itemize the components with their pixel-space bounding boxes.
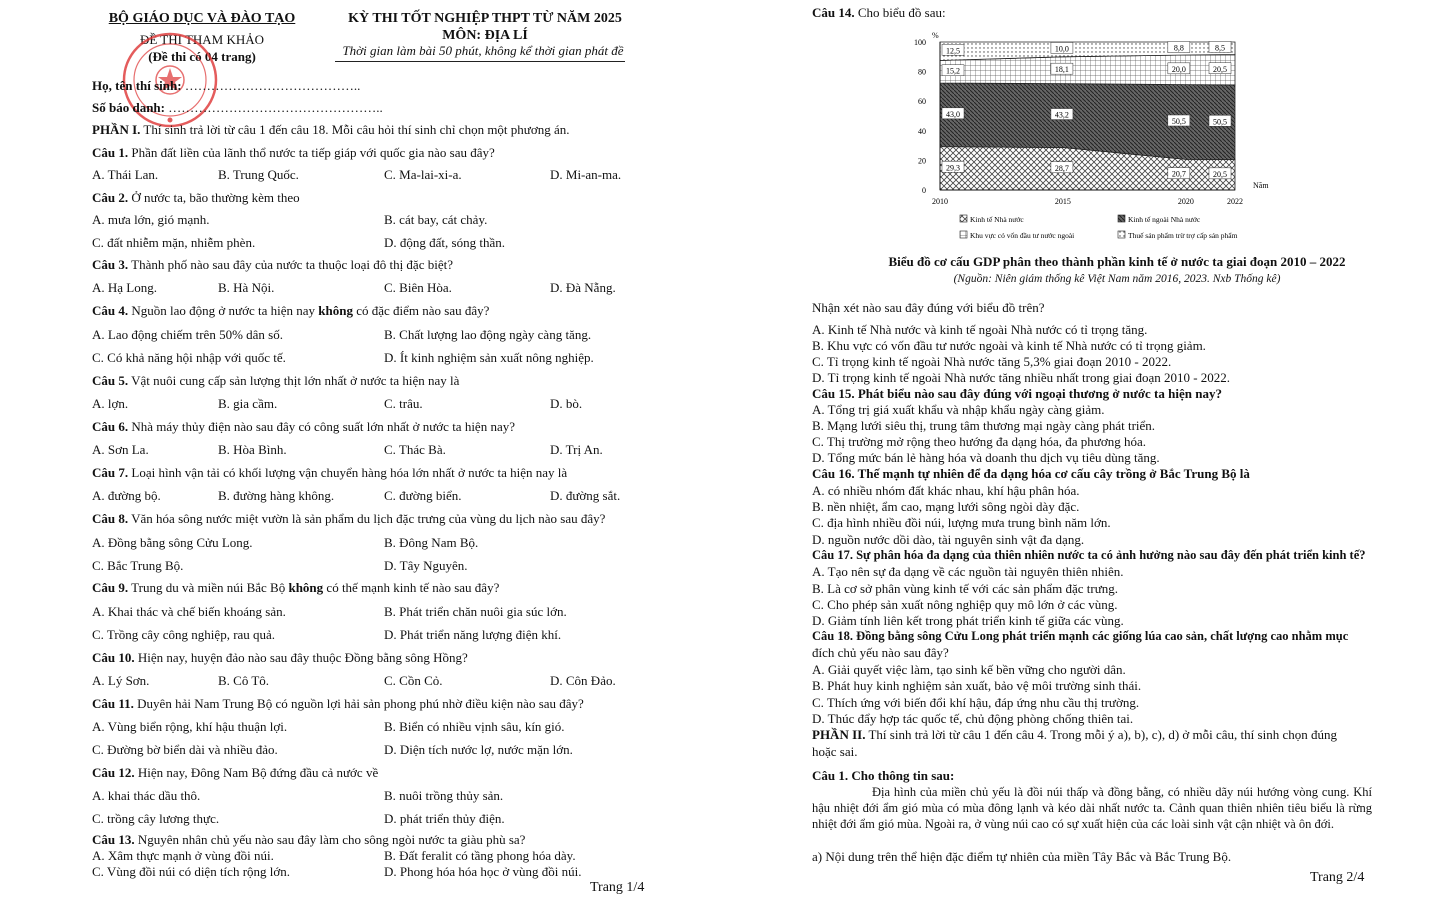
option-8b: B. Đông Nam Bộ. [384, 535, 479, 550]
option-16c: C. địa hình nhiều đồi núi, lượng mưa trung bình năm lớn. [812, 515, 1111, 530]
option-7c: C. đường biển. [384, 488, 462, 503]
option-11d: D. Diện tích nước lợ, nước mặn lớn. [384, 742, 573, 757]
y-tick-label: 40 [918, 126, 926, 136]
option-3c: C. Biên Hòa. [384, 280, 452, 295]
option-14d: D. Tỉ trọng kinh tế ngoài Nhà nước tăng nhiều nhất trong giai đoạn 2010 - 2022. [812, 370, 1231, 385]
option-3d: D. Đà Nẵng. [550, 280, 616, 295]
data-label: 12,5 [946, 46, 960, 56]
question-number: Câu 12. [92, 765, 135, 780]
option-9d: D. Phát triển năng lượng điện khí. [384, 627, 562, 642]
option-10a: A. Lý Sơn. [92, 673, 150, 688]
exam-time: Thời gian làm bài 50 phút, không kể thời gian phát đề [342, 43, 624, 58]
option-16b: B. nền nhiệt, ẩm cao, mạng lưới sông ngòi dày đặc. [812, 499, 1080, 514]
x-tick-label: 2020 [1177, 197, 1194, 206]
subject-title: MÔN: ĐỊA LÍ [442, 28, 528, 43]
y-tick-label: 0 [922, 186, 926, 195]
chart-caption: Biểu đồ cơ cấu GDP phân theo thành phần kinh tế ở nước ta giai đoạn 2010 – 2022 [888, 254, 1346, 269]
question-12 [92, 765, 378, 781]
chart-legend [960, 215, 1238, 240]
option-9b: B. Phát triển chăn nuôi gia súc lớn. [384, 604, 567, 619]
question-number: Câu 9. [92, 580, 129, 595]
question-17: Câu 17. Sự phân hóa đa dạng của thiên nhiên nước ta có ảnh hưởng nào sau đây đến phát triển kinh tế? [812, 548, 1366, 562]
option-1a: A. Thái Lan. [92, 167, 159, 182]
data-label: 50,5 [1171, 116, 1186, 126]
option-5b: B. gia cầm. [218, 396, 278, 411]
data-label: 8,8 [1173, 43, 1184, 53]
candidate-id-line [92, 100, 383, 116]
question-13 [92, 832, 525, 848]
option-2b: B. cát bay, cát chảy. [384, 212, 488, 227]
option-6b: B. Hòa Bình. [218, 442, 287, 457]
option-12c: C. trồng cây lương thực. [92, 811, 220, 826]
question-10 [92, 650, 468, 666]
question-6 [92, 419, 515, 435]
option-17b: B. Là cơ sở phân vùng kinh tế với các sản phẩm đặc trưng. [812, 581, 1119, 596]
data-label: 50,5 [1213, 117, 1227, 127]
question-18-cont: đích chủ yếu nào sau đây? [812, 645, 949, 660]
option-2c: C. đất nhiễm mặn, nhiễm phèn. [92, 235, 256, 250]
legend-label: Khu vực có vốn đầu tư nước ngoài [970, 231, 1075, 240]
id-dots: ………………………………………….. [168, 100, 383, 115]
exam-header [330, 10, 640, 44]
question-number: Câu 8. [92, 511, 129, 526]
option-6c: C. Thác Bà. [384, 442, 446, 457]
question-2 [92, 190, 300, 206]
question-text: Ở nước ta, bão thường kèm theo [131, 190, 300, 205]
exam-page-2 [720, 0, 1440, 900]
data-label: 20,0 [1171, 64, 1186, 74]
option-7b: B. đường hàng không. [218, 488, 335, 503]
legend-swatch [960, 231, 967, 238]
pages-note: (Đề thi có 04 trang) [148, 49, 256, 64]
part2-q1-info: Địa hình của miền chủ yếu là đồi núi thấp và đồng bằng, có nhiều dãy núi hướng vòng cung. Khí hậu nhiệt đới ẩm gió mùa có mùa đông lạnh và kéo dài nhất nước ta. Cảnh quan thiên nhiên tiêu biểu là rừng nhiệt đới ẩm gió mùa. Ngoài ra, ở vùng núi cao có sự xuất hiện của các loài sinh vật cận nhiệt và ôn đới. [812, 785, 1372, 831]
page-number: Trang 2/4 [1310, 870, 1365, 885]
data-label: 43,2 [1054, 110, 1069, 120]
data-label: 10,0 [1054, 44, 1069, 54]
option-3a: A. Hạ Long. [92, 280, 157, 295]
question-text: Phần đất liền của lãnh thổ nước ta tiếp giáp với quốc gia nào sau đây? [131, 145, 495, 160]
question-3 [92, 257, 453, 273]
question-text: Duyên hải Nam Trung Bộ có nguồn lợi hải sản phong phú nhờ điều kiện nào sau đây? [137, 696, 584, 711]
x-axis-label: Năm [1253, 181, 1269, 190]
option-2a: A. mưa lớn, gió mạnh. [92, 212, 210, 227]
part1-label: PHẦN I. [92, 122, 141, 137]
gdp-structure-chart [890, 30, 1320, 245]
option-18b: B. Phát huy kinh nghiệm sản xuất, bảo vệ môi trường sinh thái. [812, 678, 1142, 693]
option-6d: D. Trị An. [550, 442, 603, 457]
q14-prompt: Nhận xét nào sau đây đúng với biểu đồ trên? [812, 300, 1045, 315]
option-18d: D. Thúc đẩy hợp tác quốc tế, chủ động phòng chống thiên tai. [812, 711, 1134, 726]
option-17a: A. Tạo nên sự đa dạng về các nguồn tài nguyên thiên nhiên. [812, 564, 1124, 579]
question-5 [92, 373, 459, 389]
option-16a: A. có nhiều nhóm đất khác nhau, khí hậu phân hóa. [812, 483, 1080, 498]
option-5c: C. trâu. [384, 396, 423, 411]
question-number: Câu 4. [92, 303, 129, 318]
question-number: Câu 1. [92, 145, 129, 160]
option-12a: A. khai thác dầu thô. [92, 788, 201, 803]
option-12b: B. nuôi trồng thủy sản. [384, 788, 504, 803]
option-1b: B. Trung Quốc. [218, 167, 299, 182]
question-number: Câu 13. [92, 832, 135, 847]
id-label: Số báo danh: [92, 100, 165, 115]
option-6a: A. Sơn La. [92, 442, 149, 457]
question-text: Thành phố nào sau đây của nước ta thuộc loại đô thị đặc biệt? [131, 257, 453, 272]
question-number: Câu 2. [92, 190, 129, 205]
question-text: có đặc điểm nào sau đây? [356, 303, 490, 318]
option-7a: A. đường bộ. [92, 488, 161, 503]
part2-instruction [812, 727, 1337, 743]
option-11c: C. Đường bờ biển dài và nhiều đảo. [92, 742, 278, 757]
legend-swatch [960, 215, 967, 222]
page-number: Trang 1/4 [590, 880, 645, 895]
data-label: 18,1 [1054, 65, 1069, 75]
question-number: Câu 6. [92, 419, 129, 434]
data-label: 43,0 [946, 109, 960, 119]
question-text: Nguyên nhân chủ yếu nào sau đây làm cho sông ngòi nước ta giàu phù sa? [137, 832, 526, 847]
question-number: Câu 14. [812, 5, 855, 20]
option-13d: D. Phong hóa hóa học ở vùng đồi núi. [384, 864, 582, 879]
option-1c: C. Ma-lai-xi-a. [384, 167, 462, 182]
option-14c: C. Tỉ trọng kinh tế ngoài Nhà nước tăng 5,3% giai đoạn 2010 - 2022. [812, 354, 1172, 369]
option-8c: C. Bắc Trung Bộ. [92, 558, 184, 573]
option-16d: D. nguồn nước dồi dào, tài nguyên sinh vật đa dạng. [812, 532, 1085, 547]
option-18a: A. Giải quyết việc làm, tạo sinh kế bền vững cho người dân. [812, 662, 1126, 677]
option-15c: C. Thị trường mở rộng theo hướng đa dạng hóa, đa phương hóa. [812, 434, 1146, 449]
option-4d: D. Ít kinh nghiệm sản xuất nông nghiệp. [384, 350, 594, 365]
question-text: Văn hóa sông nước miệt vườn là sản phẩm du lịch đặc trưng của vùng du lịch nào sau đây? [131, 511, 606, 526]
question-text: Hiện nay, huyện đảo nào sau đây thuộc Đồng bằng sông Hồng? [137, 650, 468, 665]
legend-label: Kinh tế Nhà nước [970, 215, 1024, 224]
y-tick-label: 60 [918, 97, 926, 107]
part1-text: Thí sinh trả lời từ câu 1 đến câu 18. Mỗi câu hỏi thí sinh chỉ chọn một phương án. [143, 122, 570, 137]
divider [335, 61, 625, 62]
data-label: 20,7 [1171, 169, 1186, 179]
legend-swatch [1118, 215, 1125, 222]
option-4a: A. Lao động chiếm trên 50% dân số. [92, 327, 283, 342]
ministry-name: BỘ GIÁO DỤC VÀ ĐÀO TẠO [108, 11, 296, 26]
part2-text: Thí sinh trả lời từ câu 1 đến câu 4. Trong mỗi ý a), b), c), d) ở mỗi câu, thí sinh chọn đúng [868, 727, 1337, 742]
option-10c: C. Cồn Cỏ. [384, 673, 443, 688]
question-number: Câu 10. [92, 650, 135, 665]
y-axis-label: % [932, 31, 939, 40]
data-label: 29,3 [946, 163, 960, 173]
data-label: 20,5 [1213, 64, 1227, 74]
question-text: Nguồn lao động ở nước ta hiện nay [131, 303, 315, 318]
question-text: Vật nuôi cung cấp sản lượng thịt lớn nhất ở nước ta hiện nay là [131, 373, 460, 388]
question-9 [92, 580, 499, 596]
exam-title: KỲ THI TỐT NGHIỆP THPT TỪ NĂM 2025 [348, 11, 622, 26]
option-18c: C. Thích ứng với biến đổi khí hậu, đáp ứng nhu cầu thị trường. [812, 695, 1140, 710]
question-text: Loại hình vận tải có khối lượng vận chuyển hàng hóa lớn nhất ở nước ta hiện nay là [131, 465, 568, 480]
option-15a: A. Tổng trị giá xuất khẩu và nhập khẩu ngày càng giảm. [812, 402, 1105, 417]
option-9a: A. Khai thác và chế biến khoáng sản. [92, 604, 286, 619]
option-15b: B. Mạng lưới siêu thị, trung tâm thương mại ngày càng phát triển. [812, 418, 1156, 433]
question-11 [92, 696, 584, 712]
part2-instruction-cont: hoặc sai. [812, 744, 858, 759]
question-1 [92, 145, 495, 161]
candidate-name-line [92, 78, 360, 94]
question-text: Nhà máy thủy điện nào sau đây có công suất lớn nhất ở nước ta hiện nay? [131, 419, 515, 434]
option-13b: B. Đất feralit có tầng phong hóa dày. [384, 848, 576, 863]
legend-label: Kinh tế ngoài Nhà nước [1128, 215, 1201, 224]
data-label: 15,2 [946, 66, 960, 76]
option-3b: B. Hà Nội. [218, 280, 275, 295]
part1-instruction [92, 122, 569, 138]
legend-swatch [1118, 231, 1125, 238]
question-text: Cho biểu đồ sau: [857, 5, 946, 20]
question-8 [92, 511, 605, 527]
option-8a: A. Đồng bằng sông Cửu Long. [92, 535, 253, 550]
chart-svg [890, 30, 1320, 245]
question-7 [92, 465, 567, 481]
option-12d: D. phát triển thủy điện. [384, 811, 505, 826]
data-label: 28,7 [1054, 163, 1069, 173]
question-number: Câu 3. [92, 257, 129, 272]
x-tick-label: 2015 [1054, 197, 1071, 206]
y-tick-label: 100 [914, 38, 926, 47]
option-9c: C. Trồng cây công nghiệp, rau quả. [92, 627, 276, 642]
part2-q1-statement-a: a) Nội dung trên thể hiện đặc điểm tự nhiên của miền Tây Bắc và Bắc Trung Bộ. [812, 849, 1232, 864]
option-10d: D. Côn Đảo. [550, 673, 616, 688]
y-tick-label: 20 [918, 156, 926, 166]
question-number: Câu 11. [92, 696, 134, 711]
option-10b: B. Cô Tô. [218, 673, 270, 688]
option-5a: A. lợn. [92, 396, 129, 411]
option-17c: C. Cho phép sản xuất nông nghiệp quy mô lớn ở các vùng. [812, 597, 1118, 612]
option-14b: B. Khu vực có vốn đầu tư nước ngoài và kinh tế Nhà nước có tỉ trọng giảm. [812, 338, 1206, 353]
part2-question-1: Câu 1. Cho thông tin sau: [812, 768, 955, 783]
name-dots: ………………………………….. [184, 78, 361, 93]
option-5d: D. bò. [550, 396, 583, 411]
x-tick-label: 2022 [1227, 197, 1243, 206]
question-number: Câu 5. [92, 373, 129, 388]
option-8d: D. Tây Nguyên. [384, 558, 468, 573]
question-16: Câu 16. Thế mạnh tự nhiên để đa dạng hóa cơ cấu cây trồng ở Bắc Trung Bộ là [812, 466, 1250, 481]
option-11b: B. Biển có nhiều vịnh sâu, kín gió. [384, 719, 565, 734]
y-tick-label: 80 [918, 67, 926, 77]
question-text: Trung du và miền núi Bắc Bộ [131, 580, 286, 595]
data-label: 8,5 [1215, 43, 1225, 53]
x-tick-label: 2010 [932, 197, 948, 206]
option-7d: D. đường sắt. [550, 488, 621, 503]
question-18: Câu 18. Đồng bằng sông Cửu Long phát triển mạnh các giống lúa cao sản, chất lượng cao nhằm mục [812, 629, 1349, 643]
question-14 [812, 5, 946, 21]
name-label: Họ, tên thí sinh: [92, 78, 182, 93]
question-emphasis: không [318, 303, 353, 318]
option-13a: A. Xâm thực mạnh ở vùng đồi núi. [92, 848, 274, 863]
question-15: Câu 15. Phát biểu nào sau đây đúng với ngoại thương ở nước ta hiện nay? [812, 386, 1222, 401]
option-4b: B. Chất lượng lao động ngày càng tăng. [384, 327, 592, 342]
chart-area-group [940, 42, 1235, 190]
data-label: 20,5 [1213, 169, 1227, 179]
question-emphasis: không [288, 580, 324, 595]
option-4c: C. Có khả năng hội nhập với quốc tế. [92, 350, 286, 365]
part2-label: PHẦN II. [812, 727, 866, 742]
option-13c: C. Vùng đồi núi có diện tích rộng lớn. [92, 864, 291, 879]
legend-label: Thuế sản phẩm trừ trợ cấp sản phẩm [1128, 231, 1238, 240]
question-text: có thế mạnh kinh tế nào sau đây? [326, 580, 500, 595]
option-2d: D. động đất, sóng thần. [384, 235, 505, 250]
option-1d: D. Mi-an-ma. [550, 167, 622, 182]
option-14a: A. Kinh tế Nhà nước và kinh tế ngoài Nhà nước có tỉ trọng tăng. [812, 322, 1148, 337]
question-text: Hiện nay, Đông Nam Bộ đứng đầu cả nước về [137, 765, 379, 780]
question-number: Câu 7. [92, 465, 129, 480]
option-11a: A. Vùng biển rộng, khí hậu thuận lợi. [92, 719, 288, 734]
question-4 [92, 303, 489, 319]
option-15d: D. Tổng mức bán lẻ hàng hóa và doanh thu dịch vụ tiêu dùng tăng. [812, 450, 1160, 465]
option-17d: D. Giảm tính liên kết trong phát triển kinh tế giữa các vùng. [812, 613, 1124, 628]
exam-type: ĐỀ THI THAM KHẢO [139, 32, 265, 47]
chart-source: (Nguồn: Niên giám thống kê Việt Nam năm 2016, 2023. Nxb Thống kê) [953, 273, 1281, 285]
